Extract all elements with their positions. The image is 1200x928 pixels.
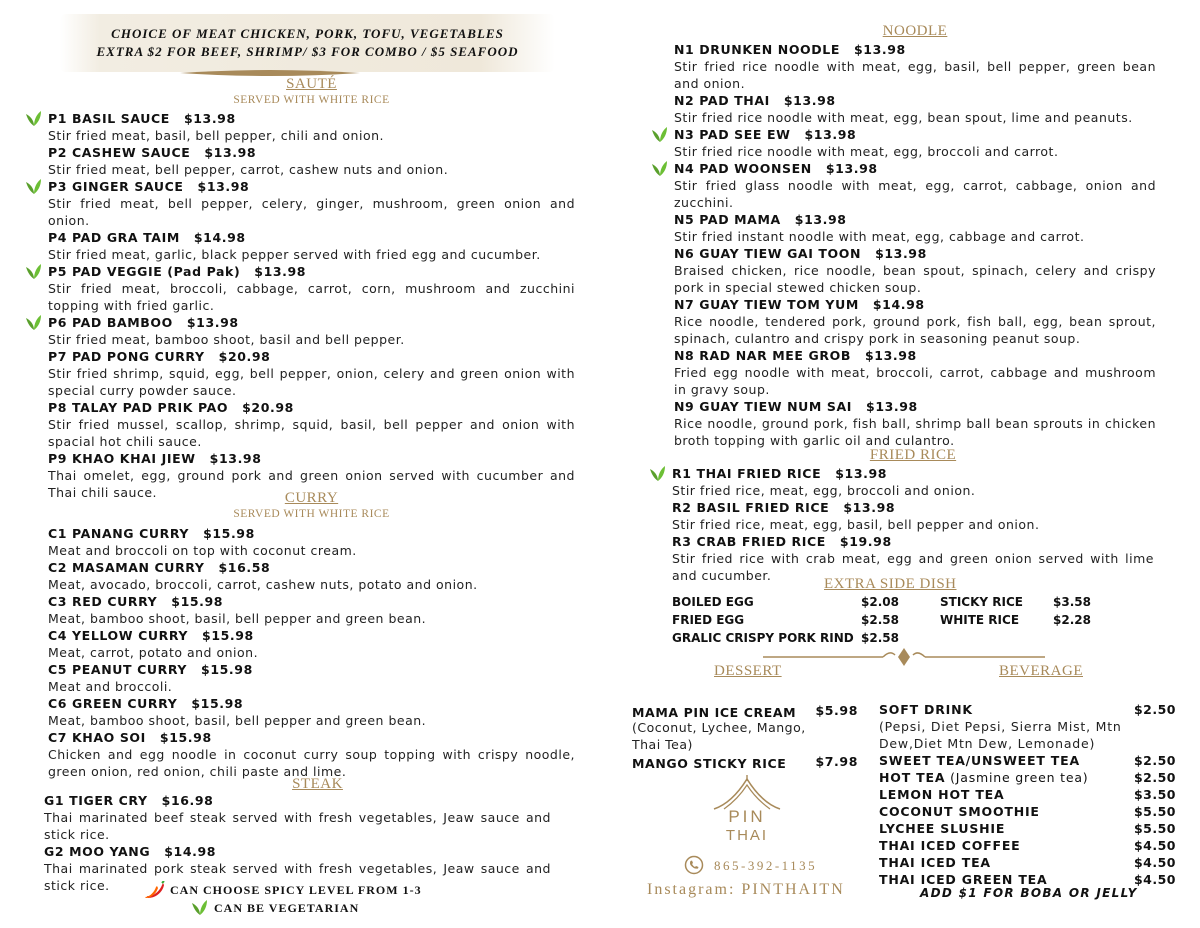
beverage-name: LYCHEE SLUSHIE [879, 821, 1006, 836]
menu-item [48, 263, 575, 314]
side-price: $2.08 [861, 595, 899, 609]
menu-item [48, 110, 575, 144]
side-price: $2.58 [861, 613, 899, 627]
menu-item-name: P4 PAD GRA TAIM [48, 230, 180, 245]
menu-item-title [48, 661, 575, 678]
menu-item-price: $13.98 [783, 93, 836, 108]
beverage-row [879, 769, 1176, 786]
logo-line-2: THAI [725, 827, 769, 844]
menu-item-title [674, 126, 1156, 143]
menu-item-title [48, 729, 575, 746]
menu-item [48, 399, 575, 450]
menu-item-title [674, 347, 1156, 364]
menu-item-title [674, 160, 1156, 177]
phone-number[interactable]: 865-392-1135 [714, 858, 818, 873]
menu-item [48, 695, 575, 729]
leaf-icon [652, 160, 668, 176]
menu-item-name: N5 PAD MAMA [674, 212, 781, 227]
menu-item [674, 347, 1156, 398]
menu-item [672, 465, 1154, 499]
menu-item-desc: Stir fried rice noodle with meat, egg, bean spout, lime and peanuts. [674, 110, 1133, 125]
beverage-note: (Jasmine green tea) [945, 770, 1089, 785]
dessert-section [632, 702, 858, 770]
menu-item-price: $15.98 [191, 696, 244, 711]
beverage-section [879, 701, 1176, 911]
beverage-price: $5.50 [1133, 821, 1176, 836]
menu-item-title [672, 465, 1154, 482]
menu-item-price: $15.98 [202, 628, 254, 643]
menu-item-name: C7 KHAO SOI [48, 730, 146, 745]
beverage-name: LEMON HOT TEA [879, 787, 1005, 802]
dessert-price: $7.98 [815, 754, 858, 769]
menu-item-name: C5 PEANUT CURRY [48, 662, 188, 677]
menu-item-title [48, 110, 575, 127]
menu-item-desc: Thai omelet, egg, ground pork and green onion served with cucumber and Thai chili sauce. [48, 468, 575, 500]
menu-item-desc: Stir fried meat, bamboo shoot, basil and bell pepper. [48, 332, 405, 347]
menu-item-title [674, 398, 1156, 415]
dessert-name: MAMA PIN ICE CREAM [632, 705, 797, 720]
menu-item-desc: Stir fried rice, meat, egg, broccoli and onion. [672, 483, 976, 498]
menu-item-name: P2 CASHEW SAUCE [48, 145, 191, 160]
menu-item-title [674, 41, 1156, 58]
menu-item-price: $13.98 [843, 500, 896, 515]
noodle-list [674, 41, 1156, 449]
menu-item-name: C6 GREEN CURRY [48, 696, 178, 711]
menu-item [48, 525, 575, 559]
menu-item-name: P3 GINGER SAUCE [48, 179, 184, 194]
menu-item [674, 126, 1156, 160]
menu-item-title [48, 593, 575, 610]
menu-item-name: R1 THAI FRIED RICE [672, 466, 822, 481]
beverage-name: SOFT DRINK [879, 702, 973, 717]
menu-item [674, 160, 1156, 211]
side-name: WHITE RICE [940, 613, 1020, 627]
side-dish-title: EXTRA SIDE DISH [824, 576, 957, 592]
fried-rice-list [672, 465, 1154, 584]
menu-item-desc: Stir fried meat, broccoli, cabbage, carrot, corn, mushroom and zucchini topping with fried garlic. [48, 281, 575, 313]
menu-item-price: $15.98 [159, 730, 212, 745]
side-name: GRALIC CRISPY PORK RIND [672, 631, 854, 645]
menu-item-desc: Meat, avocado, broccoli, carrot, cashew nuts, potato and onion. [48, 577, 478, 592]
side-price: $2.58 [861, 631, 899, 645]
menu-item-price: $13.98 [825, 161, 878, 176]
side-dish-section [672, 576, 1132, 656]
leaf-icon [650, 465, 666, 481]
menu-item-name: P8 TALAY PAD PRIK PAO [48, 400, 229, 415]
menu-item-title [48, 314, 575, 331]
menu-item-price: $13.98 [183, 111, 236, 126]
beverage-row [879, 701, 1176, 718]
menu-item-desc: Meat, bamboo shoot, basil, bell pepper and green bean. [48, 713, 427, 728]
soft-drink-desc: (Pepsi, Diet Pepsi, Sierra Mist, Mtn Dew,Diet Mtn Dew, Lemonade) [879, 719, 1122, 751]
menu-item-price: $13.98 [853, 42, 906, 57]
side-price: $3.58 [1053, 595, 1091, 609]
menu-item-price: $16.58 [218, 560, 271, 575]
menu-item [48, 314, 575, 348]
steak-list [44, 792, 551, 894]
menu-item-desc: Stir fried meat, garlic, black pepper served with fried egg and cucumber. [48, 247, 541, 262]
menu-item-name: P7 PAD PONG CURRY [48, 349, 205, 364]
menu-item-title [48, 229, 575, 246]
menu-item [674, 41, 1156, 92]
noodle-section [674, 23, 1156, 449]
menu-item-price: $13.98 [204, 145, 257, 160]
menu-item-price: $19.98 [839, 534, 892, 549]
menu-item-title [674, 245, 1156, 262]
menu-item-price: $13.98 [794, 212, 847, 227]
menu-item-title [48, 399, 575, 416]
menu-item [48, 729, 575, 780]
menu-item-name: P5 PAD VEGGIE (Pad Pak) [48, 264, 241, 279]
menu-item-desc: Thai marinated pork steak served with fresh vegetables, Jeaw sauce and stick rice. [44, 861, 551, 893]
menu-item-name: P9 KHAO KHAI JIEW [48, 451, 196, 466]
menu-item-price: $13.98 [875, 246, 927, 261]
beverage-price: $4.50 [1133, 855, 1176, 870]
curry-subtitle: SERVED WITH WHITE RICE [233, 508, 390, 520]
beverage-name: SWEET TEA/UNSWEET TEA [879, 753, 1080, 768]
menu-item-price: $13.98 [804, 127, 857, 142]
menu-item [672, 499, 1154, 533]
beverage-name: HOT TEA [879, 770, 946, 785]
menu-item-desc: Stir fried rice noodle with meat, egg, broccoli and carrot. [674, 144, 1059, 159]
steak-title: STEAK [292, 776, 343, 792]
menu-item [48, 559, 575, 593]
menu-item-title [672, 533, 1154, 550]
logo-line-1: PIN [728, 807, 766, 826]
menu-item-desc: Fried egg noodle with meat, broccoli, carrot, cabbage and mushroom in gravy soup. [674, 365, 1156, 397]
menu-item-desc: Thai marinated beef steak served with fresh vegetables, Jeaw sauce and stick rice. [44, 810, 551, 842]
side-name: STICKY RICE [940, 595, 1023, 609]
menu-item [44, 792, 551, 843]
header-line-1: CHOICE OF MEAT CHICKEN, PORK, TOFU, VEGETABLES [111, 26, 504, 41]
menu-item-desc: Stir fried mussel, scallop, shrimp, squid, basil, bell pepper and onion with spacial hot chili sauce. [48, 417, 575, 449]
menu-item-desc: Meat and broccoli on top with coconut cream. [48, 543, 357, 558]
menu-item-desc: Stir fried glass noodle with meat, egg, carrot, cabbage, onion and zucchini. [674, 178, 1156, 210]
beverage-price: $4.50 [1133, 838, 1176, 853]
leaf-icon [26, 110, 42, 126]
menu-item-desc: Chicken and egg noodle in coconut curry soup topping with crispy noodle, green onion, red onion, chili paste and lime. [48, 747, 575, 779]
beverage-row [879, 837, 1176, 854]
beverage-row [879, 803, 1176, 820]
phone-icon [684, 855, 704, 875]
menu-item-desc: Meat, bamboo shoot, basil, bell pepper and green bean. [48, 611, 427, 626]
menu-item-desc: Rice noodle, ground pork, fish ball, shrimp ball bean sprouts in chicken broth topping with garlic oil and culantro. [674, 416, 1156, 448]
menu-item-price: $14.98 [193, 230, 246, 245]
menu-item-title [48, 348, 575, 365]
menu-item-name: G2 MOO YANG [44, 844, 151, 859]
chili-icon [143, 881, 165, 899]
beverage-price: $2.50 [1133, 702, 1176, 717]
menu-item-title [48, 695, 575, 712]
menu-item [48, 627, 575, 661]
menu-item-desc: Stir fried instant noodle with meat, egg, cabbage and carrot. [674, 229, 1085, 244]
menu-item [674, 398, 1156, 449]
menu-item-price: $13.98 [197, 179, 250, 194]
beverage-name: THAI ICED TEA [879, 855, 991, 870]
menu-item-name: G1 TIGER CRY [44, 793, 148, 808]
menu-item-price: $13.98 [866, 399, 918, 414]
menu-item [674, 211, 1156, 245]
dessert-name: MANGO STICKY RICE [632, 756, 787, 771]
leaf-icon [26, 178, 42, 194]
menu-item-price: $14.98 [164, 844, 217, 859]
menu-item-desc: Stir fried rice, meat, egg, basil, bell pepper and onion. [672, 517, 1040, 532]
steak-section [44, 776, 551, 894]
beverage-price: $5.50 [1133, 804, 1176, 819]
menu-item-name: N2 PAD THAI [674, 93, 770, 108]
menu-item-name: P6 PAD BAMBOO [48, 315, 173, 330]
menu-item-price: $13.98 [186, 315, 239, 330]
menu-item-desc: Meat, carrot, potato and onion. [48, 645, 259, 660]
dessert-title: DESSERT [714, 663, 782, 679]
fried-rice-title: FRIED RICE [869, 447, 957, 463]
dessert-price: $5.98 [815, 703, 858, 718]
menu-item-name: N9 GUAY TIEW NUM SAI [674, 399, 853, 414]
boba-note: ADD $1 FOR BOBA OR JELLY [920, 886, 1138, 900]
menu-item-desc: Stir fried rice noodle with meat, egg, basil, bell pepper, green bean and onion. [674, 59, 1156, 91]
menu-item-name: N3 PAD SEE EW [674, 127, 791, 142]
beverage-row [879, 786, 1176, 803]
menu-item-name: N7 GUAY TIEW TOM YUM [674, 297, 859, 312]
beverage-price: $2.50 [1133, 770, 1176, 785]
menu-item-name: R2 BASIL FRIED RICE [672, 500, 830, 515]
curry-title: CURRY [284, 490, 339, 506]
menu-item-title [48, 178, 575, 195]
beverage-name: COCONUT SMOOTHIE [879, 804, 1040, 819]
menu-item-price: $16.98 [161, 793, 214, 808]
beverage-price: $2.50 [1133, 753, 1176, 768]
menu-item [48, 348, 575, 399]
menu-item-title [44, 792, 551, 809]
menu-item-name: C2 MASAMAN CURRY [48, 560, 205, 575]
menu-item-price: $13.98 [864, 348, 917, 363]
menu-item-price: $13.98 [835, 466, 888, 481]
menu-item-title [48, 525, 575, 542]
dessert-desc: (Coconut, Lychee, Mango, Thai Tea) [632, 720, 806, 752]
menu-item-title [48, 627, 575, 644]
menu-item [48, 229, 575, 263]
spicy-legend-text: CAN CHOOSE SPICY LEVEL FROM 1-3 [170, 883, 422, 897]
leaf-icon [192, 899, 208, 915]
menu-item [674, 296, 1156, 347]
menu-item-title [48, 559, 575, 576]
menu-item-desc: Braised chicken, rice noodle, bean spout, spinach, celery and crispy pork in special stewed chicken soup. [674, 263, 1156, 295]
saute-subtitle: SERVED WITH WHITE RICE [233, 94, 390, 106]
menu-item-price: $20.98 [218, 349, 271, 364]
menu-item-name: N4 PAD WOONSEN [674, 161, 812, 176]
vegetarian-legend-text: CAN BE VEGETARIAN [214, 901, 360, 915]
beverage-title: BEVERAGE [999, 663, 1083, 679]
menu-item-desc: Stir fried meat, bell pepper, carrot, cashew nuts and onion. [48, 162, 449, 177]
menu-item-price: $20.98 [242, 400, 294, 415]
menu-item [48, 661, 575, 695]
leaf-icon [26, 263, 42, 279]
menu-item-desc: Meat and broccoli. [48, 679, 173, 694]
saute-title: SAUTÉ [286, 76, 337, 92]
saute-section [48, 76, 575, 501]
beverage-row [879, 752, 1176, 769]
menu-item-title [44, 843, 551, 860]
side-price: $2.28 [1053, 613, 1091, 627]
menu-item-title [48, 263, 575, 280]
saute-list [48, 110, 575, 501]
phone-row [684, 855, 844, 875]
fried-rice-section [672, 447, 1154, 584]
beverage-row [879, 854, 1176, 871]
side-name: FRIED EGG [672, 613, 745, 627]
side-name: BOILED EGG [672, 595, 754, 609]
menu-item [48, 593, 575, 627]
menu-item-title [674, 296, 1156, 313]
menu-item-title [48, 144, 575, 161]
menu-item-price: $13.98 [254, 264, 307, 279]
menu-item-desc: Stir fried meat, basil, bell pepper, chili and onion. [48, 128, 384, 143]
instagram-handle[interactable]: Instagram: PINTHAITN [647, 881, 845, 898]
menu-item-price: $15.98 [201, 662, 253, 677]
menu-item-name: C1 PANANG CURRY [48, 526, 190, 541]
leaf-icon [26, 314, 42, 330]
noodle-title: NOODLE [882, 23, 948, 39]
menu-item-desc: Stir fried meat, bell pepper, celery, ginger, mushroom, green onion and onion. [48, 196, 575, 228]
menu-item-price: $14.98 [872, 297, 925, 312]
menu-item-name: N1 DRUNKEN NOODLE [674, 42, 840, 57]
menu-item-desc: Rice noodle, tendered pork, ground pork, fish ball, egg, bean sprout, spinach, culantro and crispy pork in seasoning peanut soup. [674, 314, 1156, 346]
menu-item-desc: Stir fried rice with crab meat, egg and green onion served with lime and cucumber. [672, 551, 1154, 583]
menu-item [674, 92, 1156, 126]
menu-item-title [674, 92, 1156, 109]
leaf-icon [652, 126, 668, 142]
beverage-name: THAI ICED COFFEE [879, 838, 1021, 853]
menu-item [48, 144, 575, 178]
menu-item-title [672, 499, 1154, 516]
menu-item-name: C4 YELLOW CURRY [48, 628, 189, 643]
menu-item-title [48, 450, 575, 467]
pin-thai-logo [712, 775, 782, 850]
menu-item [674, 245, 1156, 296]
menu-item-price: $15.98 [171, 594, 224, 609]
beverage-name: THAI ICED GREEN TEA [879, 872, 1048, 887]
beverage-price: $3.50 [1133, 787, 1176, 802]
menu-item-name: N8 RAD NAR MEE GROB [674, 348, 851, 363]
menu-item-name: N6 GUAY TIEW GAI TOON [674, 246, 862, 261]
menu-item-name: R3 CRAB FRIED RICE [672, 534, 826, 549]
menu-item [48, 178, 575, 229]
menu-item-desc: Stir fried shrimp, squid, egg, bell pepper, onion, celery and green onion with special curry powder sauce. [48, 366, 575, 398]
menu-item-price: $15.98 [203, 526, 255, 541]
header-line-2: EXTRA $2 FOR BEEF, SHRIMP/ $3 FOR COMBO / $5 SEAFOOD [96, 44, 519, 59]
curry-list [48, 525, 575, 780]
beverage-price: $4.50 [1133, 872, 1176, 887]
menu-item-name: P1 BASIL SAUCE [48, 111, 170, 126]
curry-section [48, 490, 575, 780]
menu-item-name: C3 RED CURRY [48, 594, 158, 609]
menu-item-price: $13.98 [209, 451, 262, 466]
beverage-row [879, 820, 1176, 837]
header-banner [60, 14, 555, 72]
menu-item-title [674, 211, 1156, 228]
